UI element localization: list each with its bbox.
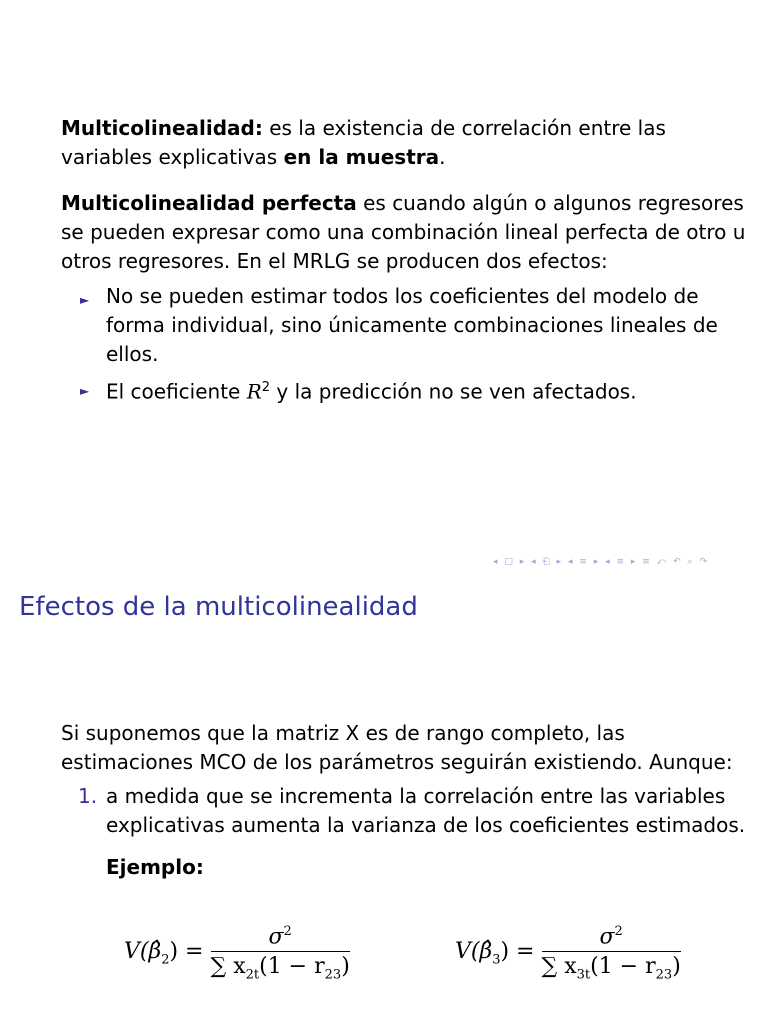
slide-title: Efectos de la multicolinealidad xyxy=(19,592,418,622)
beamer-navigation-bar[interactable]: ◂ □ ▸ ◂ ⎗ ▸ ◂ ≡ ▸ ◂ ≡ ▸ ≡ ⤺ ↶ ⌕ ↷ xyxy=(493,557,709,567)
bullet-triangle-icon: ► xyxy=(80,384,90,398)
den-sub: 2t xyxy=(245,967,260,983)
bullet-triangle-icon: ► xyxy=(80,293,90,307)
term-perfecta: Multicolinealidad perfecta xyxy=(61,191,357,215)
sigma-sup: 2 xyxy=(283,924,292,939)
intro-line-1: Si suponemos que la matriz X es de rango completo, las xyxy=(61,721,625,745)
definition-text-1: es la existencia de correlación entre las xyxy=(262,116,666,140)
bullet-line: forma individual, sino únicamente combinaciones lineales de xyxy=(106,313,718,337)
den-mid: (1 − r xyxy=(590,954,656,980)
perfect-text-1: es cuando algún o algunos regresores xyxy=(356,191,744,215)
den-sum: ∑ x xyxy=(210,954,246,980)
enum-line-2: explicativas aumenta la varianza de los coeficientes estimados. xyxy=(106,813,746,837)
term-en-la-muestra: en la muestra xyxy=(283,145,440,169)
enum-number: 1. xyxy=(78,784,98,808)
den-sub: 3t xyxy=(576,967,591,983)
perfect-definition-paragraph xyxy=(61,189,745,276)
r-superscript: 2 xyxy=(261,380,271,395)
fraction-denominator xyxy=(542,952,681,982)
perfect-text-2: se pueden expresar como una combinación lineal perfecta de otro u xyxy=(61,220,746,244)
fraction xyxy=(542,924,681,983)
sigma: σ xyxy=(599,924,615,950)
intro-paragraph xyxy=(61,719,733,777)
fraction xyxy=(211,924,350,983)
bullet-post: y la predicción no se ven afectados. xyxy=(270,379,637,404)
formula-lhs: V(β̂ xyxy=(455,939,493,965)
den-mid: (1 − r xyxy=(259,954,325,980)
den-post: ) xyxy=(672,954,681,980)
fraction-numerator xyxy=(542,924,681,952)
fraction-denominator xyxy=(211,952,350,982)
bullet-text-1 xyxy=(106,282,718,369)
perfect-text-3: otros regresores. En el MRLG se producen dos efectos: xyxy=(61,249,608,273)
example-label: Ejemplo: xyxy=(106,855,204,879)
formula-lhs: V(β̂ xyxy=(124,939,162,965)
definition-text-2: variables explicativas xyxy=(61,145,284,169)
bullet-text-2 xyxy=(106,373,637,407)
r-symbol: R xyxy=(246,379,262,404)
term-multicolinealidad: Multicolinealidad: xyxy=(61,116,263,140)
den-sub2: 23 xyxy=(655,967,673,983)
definition-period: . xyxy=(439,145,446,169)
intro-line-2: estimaciones MCO de los parámetros seguirán existiendo. Aunque: xyxy=(61,750,733,774)
variance-formula-beta3: $V(\betâ_3)$ = $\frac{\sigma^2}{\sum x_{3t}(1 - r_{23})}$ xyxy=(455,924,681,983)
enum-text xyxy=(106,782,745,840)
bullet-pre: El coeficiente xyxy=(106,379,247,404)
definition-paragraph xyxy=(61,114,666,172)
bullet-line: No se pueden estimar todos los coeficientes del modelo de xyxy=(106,284,699,308)
sigma-sup: 2 xyxy=(614,924,623,939)
enum-line-1: a medida que se incrementa la correlación entre las variables xyxy=(106,784,726,808)
den-post: ) xyxy=(341,954,350,980)
den-sum: ∑ x xyxy=(541,954,577,980)
bullet-line: ellos. xyxy=(106,342,159,366)
variance-formula-beta2: $V(\betâ_2)$ = $\frac{\sigma^2}{\sum x_{2t}(1 - r_{23})}$ xyxy=(124,924,350,983)
formula-lhs-sub: 3 xyxy=(492,952,501,968)
formula-lhs-sub: 2 xyxy=(161,952,170,968)
den-sub2: 23 xyxy=(324,967,342,983)
fraction-numerator xyxy=(211,924,350,952)
sigma: σ xyxy=(268,924,284,950)
